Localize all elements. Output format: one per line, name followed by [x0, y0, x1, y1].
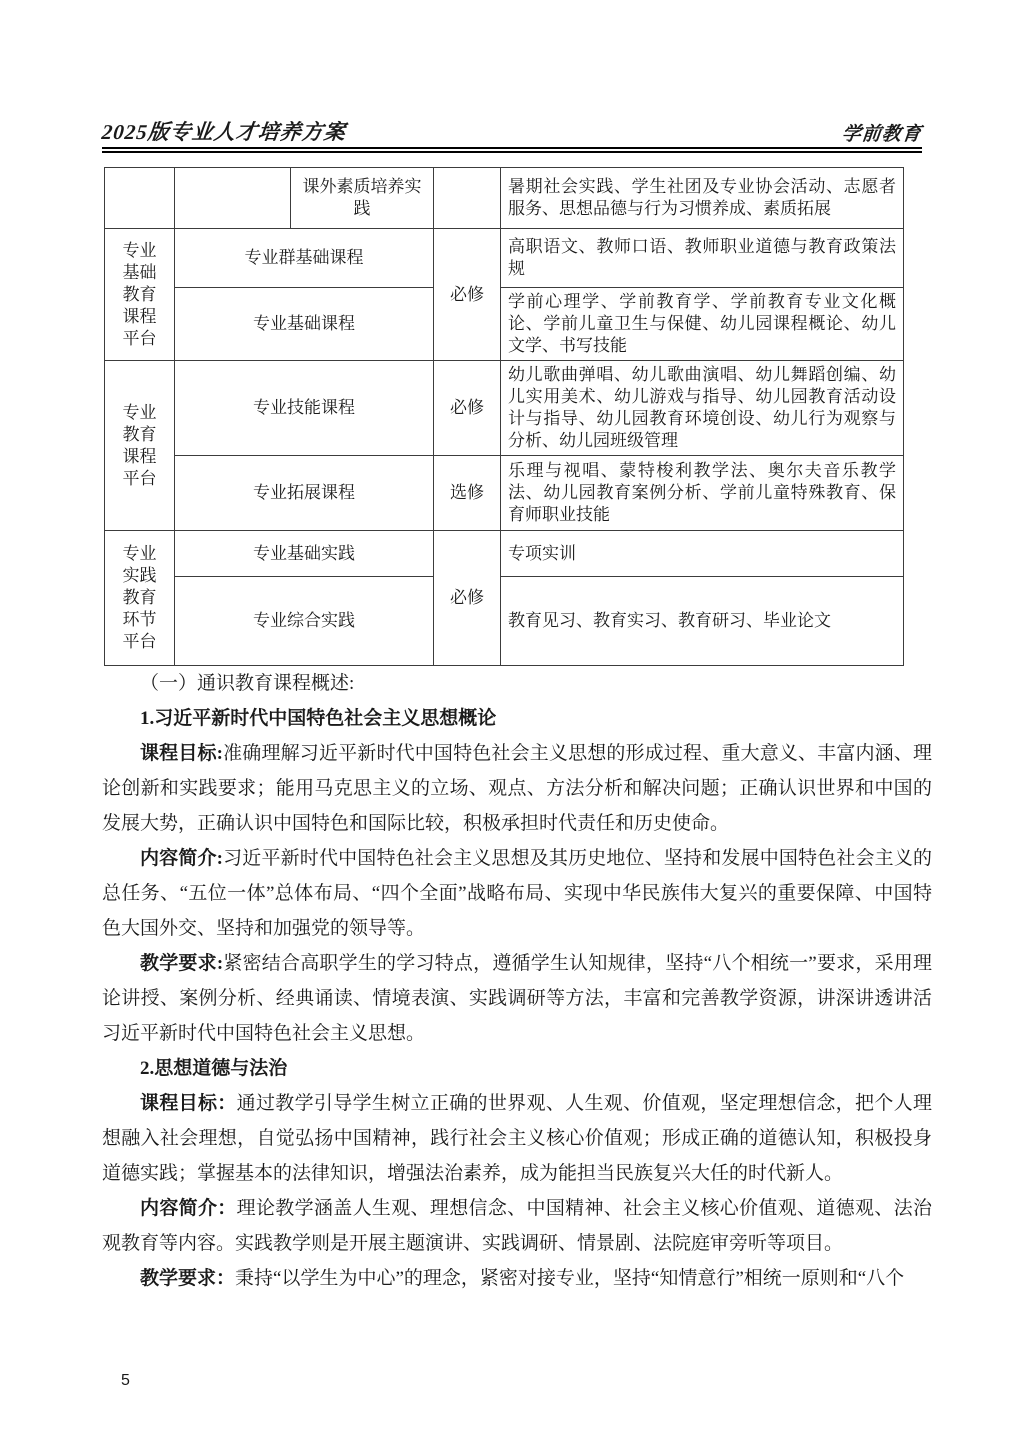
- intro-label: 内容简介:: [140, 848, 223, 869]
- cell-nature-required-2: 必修: [434, 361, 501, 456]
- course2-objective-paragraph: [102, 1086, 932, 1191]
- page-number: 5: [121, 1372, 130, 1389]
- table-row-basic-practice: [105, 531, 904, 577]
- teaching-text: 秉持“以学生为中心”的理念，紧密对接专业，坚持“知情意行”相统一原则和“八个: [235, 1268, 905, 1289]
- cell-content-extracurricular: 暑期社会实践、学生社团及专业协会活动、志愿者服务、思想品德与行为习惯养成、素质拓展: [501, 168, 904, 229]
- course1-title: 1.习近平新时代中国特色社会主义思想概论: [140, 708, 497, 729]
- teaching-text: 紧密结合高职学生的学习特点，遵循学生认知规律，坚持“八个相统一”要求，采用理 论讲授、案例分析、经典诵读、情境表演、实践调研等方法，丰富和完善教学资源，讲深讲透讲活习近平新时代中国特色社会主义思想。: [102, 953, 932, 1044]
- course1-intro-paragraph: [102, 841, 932, 946]
- cell-course-extracurricular: 课外素质培养实践: [291, 168, 434, 229]
- curriculum-table: [104, 167, 904, 666]
- cell-platform-major-education: [105, 361, 175, 531]
- intro-label: 内容简介：: [140, 1198, 237, 1219]
- teaching-label: 教学要求:: [140, 953, 224, 974]
- header-title-right: 学前教育: [840, 124, 923, 145]
- header-title-left: 2025版专业人才培养方案: [100, 120, 348, 144]
- cell-course-group-basic: 专业群基础课程: [175, 229, 434, 288]
- cell-content-group-basic: 高职语文、教师口语、教师职业道德与教育政策法规: [501, 229, 904, 288]
- table-row-expansion-courses: [105, 456, 904, 531]
- teaching-label: 教学要求：: [140, 1268, 236, 1289]
- table-row-comprehensive-practice: [105, 577, 904, 666]
- objective-text: 准确理解习近平新时代中国特色社会主义思想的形成过程、重大意义、丰富内涵、理论创新和实践要求；能用马克思主义的立场、观点、方法分析和解决问题；正确认识世界和中国的发展大势，正确认识中国特色和国际比较，积极承担时代责任和历史使命。: [102, 743, 932, 834]
- course1-teaching-paragraph: [102, 946, 932, 1051]
- cell-content-skill: 幼儿歌曲弹唱、幼儿歌曲演唱、幼儿舞蹈创编、幼儿实用美术、幼儿游戏与指导、幼儿园教育活动设计与指导、幼儿园教育环境创设、幼儿行为观察与分析、幼儿园班级管理: [501, 361, 904, 456]
- cell-platform-basic-education: [105, 229, 175, 361]
- objective-text: 通过教学引导学生树立正确的世界观、人生观、价值观，坚定理想信念，把个人理想融入社会理想，自觉弘扬中国精神，践行社会主义核心价值观；形成正确的道德认知，积极投身道德实践；掌握基本的法律知识，增强法治素养，成为能担当民族复兴大任的时代新人。: [102, 1093, 932, 1184]
- cell-course-basic-practice: 专业基础实践: [175, 531, 434, 577]
- objective-label: 课程目标：: [140, 1093, 237, 1114]
- cell-nature-required-3: 必修: [434, 531, 501, 666]
- cell-content-expansion: 乐理与视唱、蒙特梭利教学法、奥尔夫音乐教学法、幼儿园教育案例分析、学前儿童特殊教育、保育师职业技能: [501, 456, 904, 531]
- table-row-major-basic: [105, 288, 904, 361]
- objective-label: 课程目标:: [140, 743, 223, 764]
- document-body: [102, 666, 932, 1296]
- table-row-continued: [105, 168, 904, 229]
- course2-teaching-paragraph: [102, 1261, 932, 1296]
- header-rule: [102, 147, 922, 153]
- course2-intro-paragraph: [102, 1191, 932, 1261]
- platform-label: 专业基础教育课程平台: [122, 240, 157, 348]
- platform-label: 专业教育课程平台: [122, 402, 157, 488]
- cell-course-skill: 专业技能课程: [175, 361, 434, 456]
- platform-label: 专业实践教育环节平台: [122, 544, 157, 651]
- cell-nature-required-1: 必修: [434, 229, 501, 361]
- table-row-skill-courses: [105, 361, 904, 456]
- cell-content-major-basic: 学前心理学、学前教育学、学前教育专业文化概论、学前儿童卫生与保健、幼儿园课程概论、幼儿文学、书写技能: [501, 288, 904, 361]
- cell-empty-sub: [175, 168, 291, 229]
- course2-title: 2.思想道德与法治: [140, 1058, 288, 1079]
- cell-content-basic-practice: 专项实训: [501, 531, 904, 577]
- intro-text: 理论教学涵盖人生观、理想信念、中国精神、社会主义核心价值观、道德观、法治观教育等内容。实践教学则是开展主题演讲、实践调研、情景剧、法院庭审旁听等项目。: [102, 1198, 932, 1254]
- cell-nature-elective: 选修: [434, 456, 501, 531]
- cell-content-comprehensive-practice: 教育见习、教育实习、教育研习、毕业论文: [501, 577, 904, 666]
- cell-course-major-basic: 专业基础课程: [175, 288, 434, 361]
- course1-objective-paragraph: [102, 736, 932, 841]
- cell-course-expansion: 专业拓展课程: [175, 456, 434, 531]
- cell-empty-platform: [105, 168, 175, 229]
- table-row-group-basic: [105, 229, 904, 288]
- cell-course-comprehensive-practice: 专业综合实践: [175, 577, 434, 666]
- cell-platform-practice: [105, 531, 175, 666]
- page-header: [102, 116, 922, 146]
- cell-empty-nature: [434, 168, 501, 229]
- section-heading: （一）通识教育课程概述:: [140, 673, 355, 694]
- intro-text: 习近平新时代中国特色社会主义思想及其历史地位、坚持和发展中国特色社会主义的总任务、“五位一体”总体布局、“四个全面”战略布局、实现中华民族伟大复兴的重要保障、中国特色大国外交、坚持和加强党的领导等。: [102, 848, 932, 939]
